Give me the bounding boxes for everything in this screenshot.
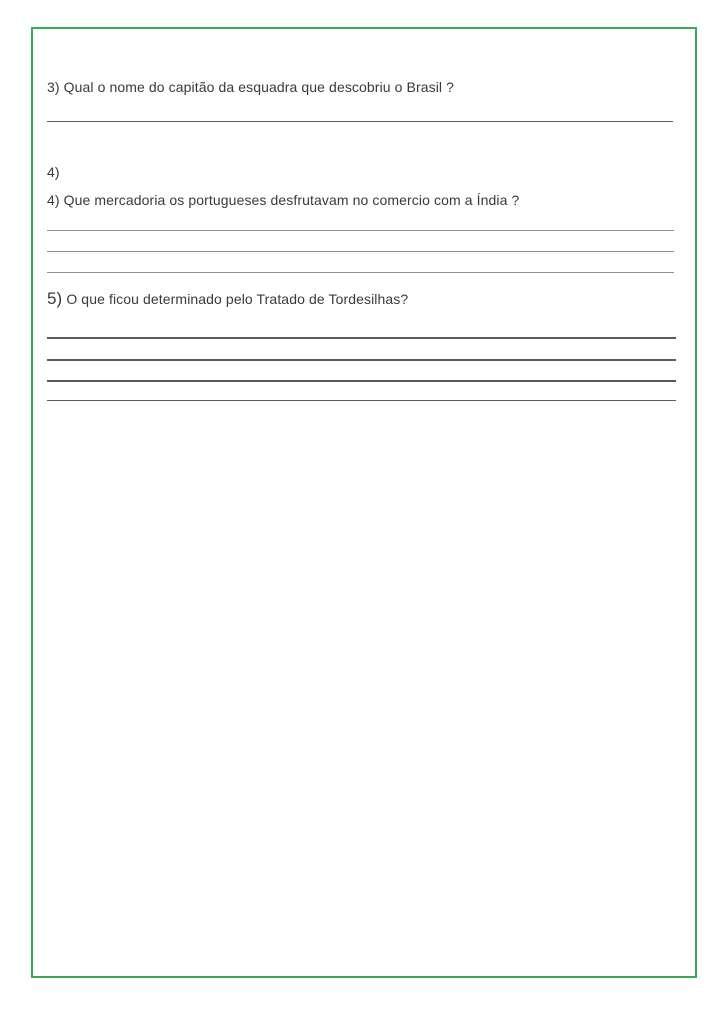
question-5-text: O que ficou determinado pelo Tratado de Tordesilhas? bbox=[66, 291, 409, 307]
question-5-label bbox=[47, 290, 408, 308]
question-5-number: 5) bbox=[47, 289, 63, 308]
page-border-frame bbox=[31, 27, 697, 978]
answer-line-q5-1 bbox=[47, 337, 676, 339]
answer-line-q5-2 bbox=[47, 359, 676, 361]
answer-line-q4-1 bbox=[47, 230, 674, 231]
question-3-label: 3) Qual o nome do capitão da esquadra que descobriu o Brasil ? bbox=[47, 79, 455, 95]
answer-line-q3-1 bbox=[47, 121, 673, 122]
answer-line-q4-3 bbox=[47, 272, 674, 273]
answer-line-q5-3 bbox=[47, 380, 676, 382]
question-4-label: 4) Que mercadoria os portugueses desfrutavam no comercio com a Índia ? bbox=[47, 192, 520, 208]
answer-line-q5-4 bbox=[47, 400, 676, 401]
question-4-number-stub: 4) bbox=[47, 164, 60, 180]
answer-line-q4-2 bbox=[47, 251, 674, 252]
